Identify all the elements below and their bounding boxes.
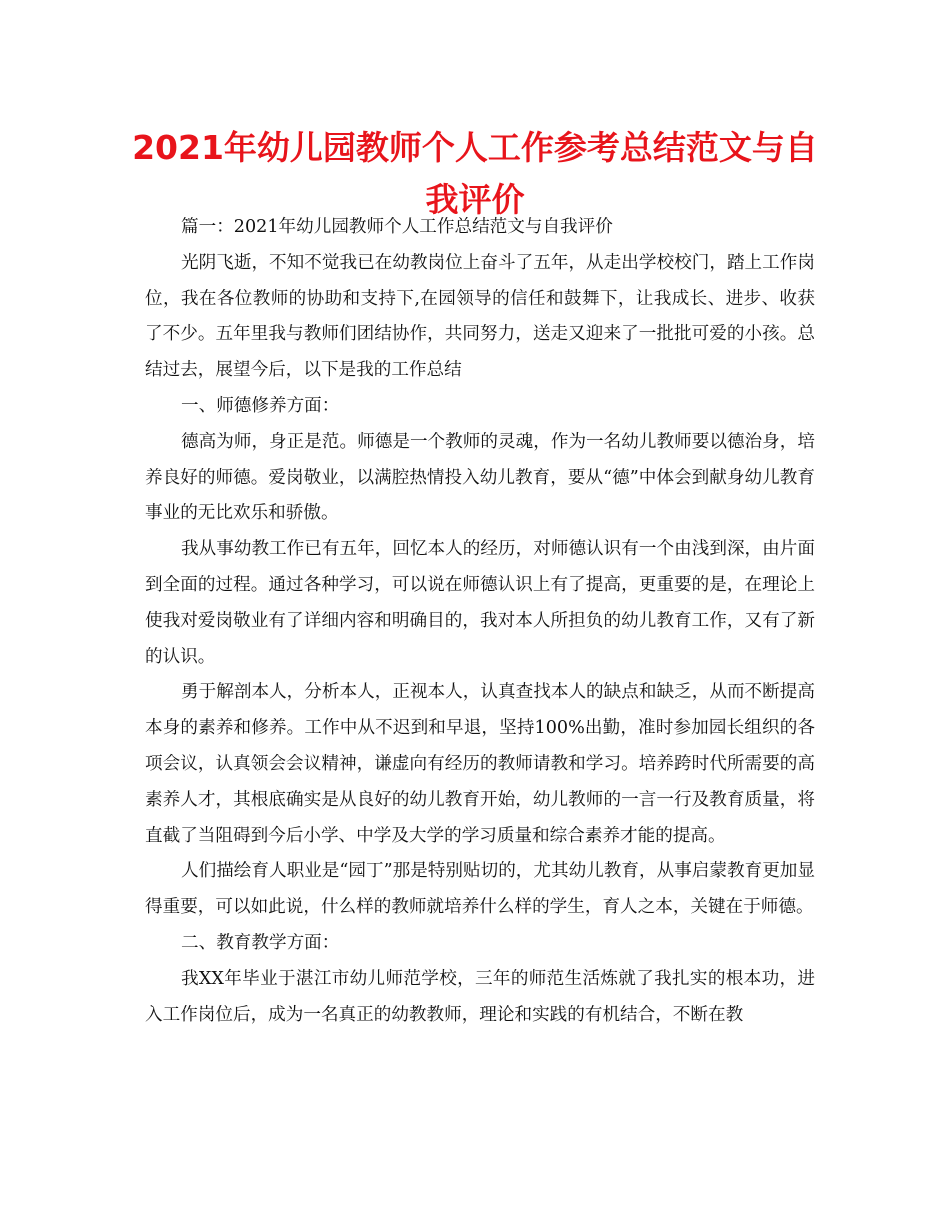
paragraph-ethics-4: 人们描绘育人职业是“园丁”那是特别贴切的，尤其幼儿教育，从事启蒙教育更加显得重要，可以如此说，什么样的教师就培养什么样的学生，育人之本，关键在于师德。 [145,861,815,918]
paragraph-teaching-1: 我XX年毕业于湛江市幼儿师范学校，三年的师范生活炼就了我扎实的根本功，进入工作岗位后，成为一名真正的幼教教师，理论和实践的有机结合，不断在教 [145,968,815,1025]
paragraph-ethics-3: 勇于解剖本人，分析本人，正视本人，认真查找本人的缺点和缺乏，从而不断提高本身的素养和修养。工作中从不迟到和早退，坚持100%出勤，准时参加园长组织的各项会议，认真领会会议精神，谦虚向有经历的教师请教和学习。培养跨时代所需要的高素养人才，其根底确实是从良好的幼儿教育开始，幼儿教师的一言一行及教育质量，将直截了当阻碍到今后小学、中学及大学的学习质量和综合素养才能的提高。 [145,682,815,846]
paragraph-heading-ethics: 一、师德修养方面： [181,395,340,416]
document-body [145,210,815,1033]
paragraph-intro: 光阴飞逝，不知不觉我已在幼教岗位上奋斗了五年，从走出学校校门，踏上工作岗位，我在各位教师的协助和支持下,在园领导的信任和鼓舞下，让我成长、进步、收获了不少。五年里我与教师们团结协作，共同努力，送走又迎来了一批批可爱的小孩。总结过去，展望今后，以下是我的工作总结 [145,252,815,381]
paragraph-section-heading-1: 篇一：2021年幼儿园教师个人工作总结范文与自我评价 [181,217,613,237]
document-title: 2021年幼儿园教师个人工作参考总结范文与自我评价 [132,128,818,219]
paragraph-ethics-1: 德高为师，身正是范。师德是一个教师的灵魂，作为一名幼儿教师要以德治身，培养良好的师德。爱岗敬业，以满腔热情投入幼儿教育，要从“德”中体会到献身幼儿教育事业的无比欢乐和骄傲。 [145,431,815,524]
paragraph-heading-teaching: 二、教育教学方面： [181,932,340,953]
paragraph-ethics-2: 我从事幼教工作已有五年，回忆本人的经历，对师德认识有一个由浅到深，由片面到全面的过程。通过各种学习，可以说在师德认识上有了提高，更重要的是，在理论上使我对爱岗敬业有了详细内容和明确目的，我对本人所担负的幼儿教育工作，又有了新的认识。 [145,539,815,667]
